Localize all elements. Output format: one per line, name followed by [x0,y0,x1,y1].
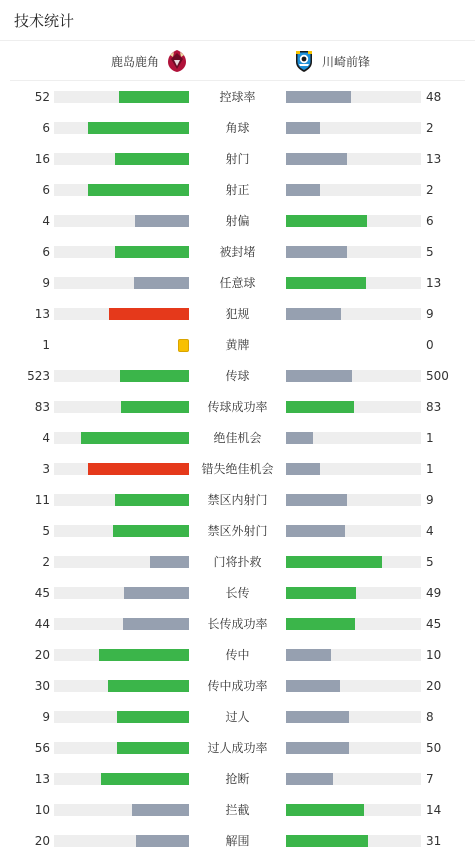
away-bar-track [286,463,421,475]
away-bar-fill [286,463,320,475]
home-value: 30 [34,679,50,693]
home-value: 6 [42,183,50,197]
stat-label: 控球率 [219,90,256,104]
away-bar-fill [286,649,331,661]
home-bar-track [54,432,189,444]
away-value: 7 [426,772,434,786]
away-bar-track [286,804,421,816]
kashima-antlers-logo-icon [165,49,189,73]
away-bar-fill [286,742,349,754]
home-bar-track [54,308,189,320]
away-team-name: 川崎前锋 [322,54,371,69]
away-bar-fill [286,122,320,134]
away-bar-fill [286,432,313,444]
stat-label: 射正 [225,183,250,197]
stat-row [0,701,475,732]
stat-row [0,205,475,236]
away-bar-track [286,556,421,568]
away-bar-fill [286,494,347,506]
away-value: 2 [426,121,434,135]
away-bar-fill [286,804,364,816]
away-bar-fill [286,680,340,692]
home-value: 83 [34,400,50,414]
away-bar-track [286,835,421,847]
stat-label: 门将扑救 [213,555,262,569]
team-header [10,41,465,81]
home-bar-fill [88,463,189,475]
stat-row [0,484,475,515]
stat-row [0,639,475,670]
stat-label: 任意球 [219,276,256,290]
away-value: 9 [426,307,434,321]
stat-row [0,298,475,329]
away-bar-fill [286,525,345,537]
home-bar-fill [115,494,189,506]
home-bar-fill [150,556,189,568]
stat-row [0,143,475,174]
home-bar-track [54,680,189,692]
away-bar-fill [286,618,355,630]
home-bar-fill [123,618,189,630]
stat-label: 传中成功率 [207,679,268,693]
away-value: 5 [426,555,434,569]
home-value: 44 [34,617,50,631]
stat-row [0,453,475,484]
home-value: 10 [34,803,50,817]
home-value: 6 [42,245,50,259]
away-value: 49 [426,586,442,600]
away-bar-track [286,370,421,382]
home-bar-fill [115,246,189,258]
stat-label: 传球 [225,369,250,383]
away-bar-track [286,215,421,227]
stat-label: 绝佳机会 [213,431,262,445]
stat-row [0,81,475,112]
stat-label: 犯规 [225,307,250,321]
home-bar-fill [81,432,189,444]
home-value: 523 [27,369,50,383]
stat-row [0,236,475,267]
stat-label: 角球 [225,121,250,135]
away-value: 0 [426,338,434,352]
yellow-card-icon [178,339,189,352]
away-bar-track [286,711,421,723]
away-value: 31 [426,834,442,848]
stat-label: 黄牌 [225,338,250,352]
home-bar-fill [115,153,189,165]
stat-label: 抢断 [225,772,250,786]
stat-row [0,732,475,763]
away-bar-fill [286,773,333,785]
away-team[interactable] [292,48,370,74]
stat-label: 错失绝佳机会 [201,462,274,476]
away-bar-fill [286,711,349,723]
home-team[interactable] [111,48,189,74]
away-bar-track [286,494,421,506]
home-bar-track [54,463,189,475]
home-bar-track [54,277,189,289]
stat-row [0,174,475,205]
home-bar-fill [135,215,189,227]
home-bar-track [54,804,189,816]
home-bar-track [54,215,189,227]
away-bar-fill [286,370,352,382]
stat-row [0,267,475,298]
home-value: 52 [34,90,50,104]
away-value: 1 [426,431,434,445]
away-bar-track [286,618,421,630]
away-bar-track [286,153,421,165]
away-value: 1 [426,462,434,476]
stat-label: 射门 [225,152,250,166]
home-bar-fill [120,370,189,382]
home-value: 16 [34,152,50,166]
home-value: 5 [42,524,50,538]
away-bar-track [286,308,421,320]
stat-row [0,329,475,360]
away-value: 9 [426,493,434,507]
away-bar-fill [286,835,368,847]
home-bar-track [54,494,189,506]
stat-label: 被封堵 [219,245,256,259]
home-bar-fill [88,184,189,196]
away-value: 14 [426,803,442,817]
away-bar-track [286,773,421,785]
stat-row [0,608,475,639]
home-bar-track [54,401,189,413]
home-bar-track [54,153,189,165]
home-bar-fill [108,680,189,692]
home-bar-track [54,370,189,382]
home-bar-fill [117,711,189,723]
home-team-name: 鹿岛鹿角 [110,54,159,69]
stat-label: 过人成功率 [207,741,268,755]
away-bar-fill [286,277,366,289]
stat-row [0,763,475,794]
stats-header [0,0,475,41]
home-bar-fill [113,525,189,537]
home-bar-track [54,618,189,630]
home-bar-track [54,711,189,723]
stat-label: 禁区外射门 [207,524,268,538]
home-bar-fill [134,277,189,289]
home-value: 56 [34,741,50,755]
stat-row [0,515,475,546]
away-value: 20 [426,679,442,693]
home-bar-track [54,587,189,599]
away-bar-fill [286,215,367,227]
away-bar-track [286,680,421,692]
away-value: 8 [426,710,434,724]
stat-label: 过人 [225,710,250,724]
away-bar-track [286,587,421,599]
home-bar-fill [124,587,189,599]
stat-label: 传中 [225,648,250,662]
home-value: 4 [42,214,50,228]
away-bar-track [286,184,421,196]
home-bar-track [54,91,189,103]
away-bar-track [286,277,421,289]
stat-label: 长传成功率 [207,617,268,631]
home-value: 20 [34,648,50,662]
away-bar-track [286,91,421,103]
home-bar-track [54,742,189,754]
away-value: 6 [426,214,434,228]
away-bar-fill [286,91,351,103]
home-value: 11 [34,493,50,507]
home-value: 4 [42,431,50,445]
home-value: 2 [42,555,50,569]
away-value: 13 [426,152,442,166]
stat-label: 禁区内射门 [207,493,268,507]
home-bar-fill [101,773,189,785]
away-bar-fill [286,556,382,568]
home-bar-track [54,246,189,258]
home-bar-fill [119,91,189,103]
home-value: 45 [34,586,50,600]
away-bar-track [286,246,421,258]
away-bar-track [286,401,421,413]
home-bar-track [54,556,189,568]
stat-row [0,794,475,825]
home-value: 3 [42,462,50,476]
away-bar-track [286,432,421,444]
home-value: 9 [42,276,50,290]
stat-row [0,577,475,608]
away-value: 50 [426,741,442,755]
away-value: 10 [426,648,442,662]
home-bar-fill [88,122,189,134]
home-bar-fill [132,804,189,816]
home-value: 1 [42,338,50,352]
home-bar-fill [121,401,189,413]
away-value: 500 [426,369,449,383]
away-value: 45 [426,617,442,631]
home-bar-track [54,649,189,661]
stat-label: 传球成功率 [207,400,268,414]
kawasaki-frontale-logo-icon [292,49,316,73]
stat-label: 射偏 [225,214,250,228]
away-bar-fill [286,401,354,413]
home-value: 13 [34,772,50,786]
home-bar-track [54,525,189,537]
home-value: 9 [42,710,50,724]
stat-row [0,670,475,701]
away-bar-track [286,122,421,134]
home-bar-fill [136,835,189,847]
home-bar-fill [117,742,189,754]
stat-row [0,825,475,856]
stat-label: 拦截 [225,803,250,817]
home-bar-track [54,773,189,785]
stat-label: 解围 [225,834,250,848]
home-bar-fill [109,308,189,320]
stat-row [0,546,475,577]
stat-row [0,422,475,453]
away-value: 13 [426,276,442,290]
away-value: 2 [426,183,434,197]
home-value: 13 [34,307,50,321]
away-bar-track [286,742,421,754]
home-bar-track [54,122,189,134]
home-value: 6 [42,121,50,135]
away-bar-track [286,649,421,661]
away-bar-fill [286,587,356,599]
away-bar-fill [286,246,347,258]
away-bar-fill [286,153,347,165]
away-value: 4 [426,524,434,538]
home-bar-track [54,835,189,847]
stat-row [0,391,475,422]
away-value: 83 [426,400,442,414]
away-value: 48 [426,90,442,104]
home-bar-track [54,184,189,196]
stat-label: 长传 [225,586,250,600]
away-value: 5 [426,245,434,259]
away-bar-track [286,525,421,537]
stat-row [0,112,475,143]
away-bar-fill [286,184,320,196]
page-title: 技术统计 [14,12,75,30]
home-value: 20 [34,834,50,848]
away-bar-fill [286,308,341,320]
home-bar-fill [99,649,189,661]
stat-row [0,360,475,391]
